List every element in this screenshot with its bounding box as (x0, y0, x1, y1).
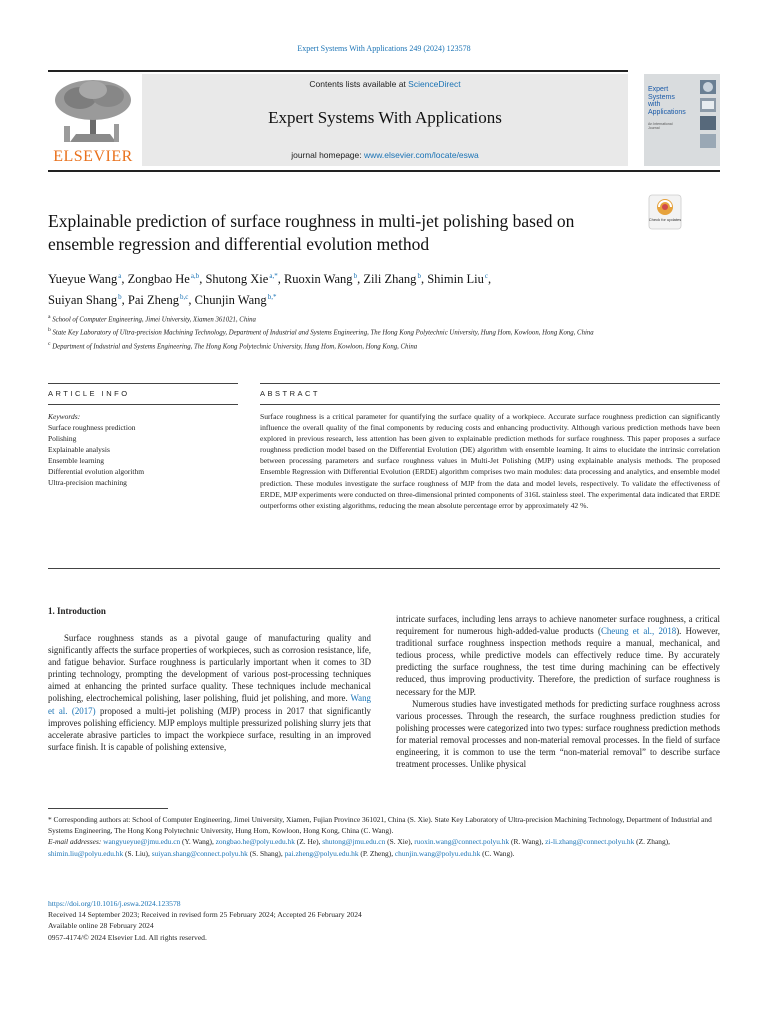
email-link[interactable]: chunjin.wang@polyu.edu.hk (394, 848, 481, 858)
paragraph (396, 613, 720, 698)
journal-banner (142, 74, 628, 166)
homepage-prefix: journal homepage: (291, 150, 364, 160)
cover-graphic-icon (699, 78, 717, 150)
author[interactable] (128, 293, 188, 307)
affiliation-item (48, 339, 720, 352)
author-affiliation-sup[interactable]: b (118, 293, 122, 302)
cover-title (648, 86, 686, 116)
author-name[interactable]: Pai Zheng (127, 293, 179, 308)
copyright-line: 0957-4174/© 2024 Elsevier Ltd. All rights reserved. (48, 932, 207, 942)
email-label: E-mail addresses: (48, 837, 102, 847)
author-affiliation-sup[interactable]: a,b (190, 272, 200, 280)
author-name[interactable]: Yueyue Wang (48, 272, 118, 287)
email-owner: (Y. Wang) (182, 837, 212, 847)
header-top-rule (48, 70, 628, 72)
journal-citation-line[interactable]: Expert Systems With Applications 249 (2024) 123578 (297, 44, 471, 53)
email-link[interactable]: suiyan.shang@connect.polyu.hk (151, 848, 248, 858)
email-link[interactable]: pai.zheng@polyu.edu.hk (284, 848, 359, 858)
email-link[interactable]: zongbao.he@polyu.edu.hk (215, 837, 295, 847)
footnotes (48, 814, 720, 859)
author-name[interactable]: Zongbao He (127, 272, 190, 287)
author-affiliation-sup[interactable]: b,* (267, 293, 277, 302)
affiliation-text: School of Computer Engineering, Jimei University, Xiamen 361021, China (52, 316, 256, 324)
affiliation-text: State Key Laboratory of Ultra-precision Machining Technology, Department of Industrial and Systems Engineering, The Hong Kong Polytechnic University, Hung Hom, Kowloon, Hong Kong, China (52, 329, 594, 337)
affiliation-item (48, 312, 720, 325)
available-online-date: Available online 28 February 2024 (48, 921, 154, 931)
publisher-wordmark: ELSEVIER (53, 148, 133, 165)
body-column-left (48, 632, 371, 753)
author[interactable] (48, 293, 122, 307)
check-updates-icon (648, 194, 682, 230)
paragraph-text: Surface roughness stands as a pivotal gauge of manufacturing quality and significantly affects the surface properties of workpieces, such as corrosion resistance, life, and fatigue behavior. Surface roughness is particularly important when it comes to 3D printing technology, prompting the development of various post-processing techniques aimed at enhancing the printed surface quality. These techniques include mechanical polishing, electrochemical polishing, laser polishing, fluid jet polishing, and more. (48, 633, 371, 704)
email-link[interactable]: shimin.liu@polyu.edu.hk (48, 848, 124, 858)
cover-title-line: with (648, 101, 661, 108)
author-name[interactable]: Shimin Liu (427, 272, 484, 287)
keywords-block (48, 411, 238, 488)
author-affiliation-sup[interactable]: b (417, 272, 421, 280)
author-list: Yueyue Wang $^a$, Zongbao He $^{a,b}$, Shutong Xie $^{a,*}$, Ruoxin Wang $^b$, Zili Zhang $^b$, Shimin Liu $^c$, Suiyan Shang $^b$, Pai Zheng $^{b,c}$, Chunjin Wang $^{b,*}$ (48, 272, 492, 308)
paragraph-text: intricate surfaces, including lens arrays to achieve nanometer surface roughness, a critical requirement for numerous high-added-value products ( (396, 614, 720, 637)
author[interactable] (48, 272, 121, 286)
author[interactable] (205, 272, 277, 286)
author-name[interactable]: Suiyan Shang (48, 293, 118, 308)
cover-subtitle: An International Journal (648, 122, 673, 130)
affiliation-item (48, 325, 720, 338)
elsevier-tree-icon (50, 76, 136, 148)
abstract-heading: ABSTRACT (260, 389, 321, 398)
author-name[interactable]: Zili Zhang (363, 272, 417, 287)
email-owner: (Z. He) (296, 837, 319, 847)
footnote-rule (48, 808, 168, 809)
cover-title-line: Applications (648, 108, 686, 116)
author[interactable] (363, 272, 421, 286)
corresponding-author-note: * Corresponding authors at: School of Computer Engineering, Jimei University, Xiamen, Fujian Province 361021, China (S. Xie). State Key Laboratory of Ultra-precision Machining Technology, Department of Industrial and Systems Engineering, The Hong Kong Polytechnic University, Hung Hom, Kowloon, Hong Kong, China (C. Wang). (48, 815, 712, 836)
author[interactable] (284, 272, 357, 286)
keywords-label: Keywords: (48, 412, 81, 421)
keyword-item: Explainable analysis (48, 445, 110, 454)
author-name[interactable]: Shutong Xie (205, 272, 269, 287)
email-owner: (S. Xie) (387, 837, 411, 847)
keyword-item: Polishing (48, 434, 77, 443)
affiliation-marker: c (48, 340, 51, 347)
journal-homepage (142, 150, 628, 160)
paragraph-text: proposed a multi-jet polishing (MJP) process in 2017 that significantly improves polishing efficiency. MJP employs multiple pressurized polishing slurry jets that accelerate abrasive particles to impact the workpiece surface, resulting in an improved surface finish. It is capable of polishing extensive, (48, 705, 371, 752)
author-affiliation-sup[interactable]: a (118, 272, 122, 280)
header-bottom-rule (48, 170, 720, 172)
author-affiliation-sup[interactable]: a,* (269, 272, 278, 280)
email-addresses: E-mail addresses: wangyueyue@jmu.edu.cn (Y. Wang), zongbao.he@polyu.edu.hk (Z. He), shutong@jmu.edu.cn (S. Xie), ruoxin.wang@connect.polyu.hk (R. Wang), zi-li.zhang@connect.polyu.hk (Z. Zhang), shimin.liu@polyu.edu.hk (S. Liu), suiyan.shang@connect.polyu.hk (S. Shang), pai.zheng@polyu.edu.hk (P. Zheng), chunjin.wang@polyu.edu.hk (C. Wang). (48, 837, 670, 858)
author[interactable] (427, 272, 488, 286)
cover-title-line: Systems (648, 93, 675, 101)
citation-link[interactable]: Wang et al. (2017) (48, 693, 371, 716)
email-link[interactable]: wangyueyue@jmu.edu.cn (103, 837, 181, 847)
keyword-item: Surface roughness prediction (48, 423, 136, 432)
author-affiliation-sup[interactable]: b (353, 272, 358, 280)
article-info-heading: ARTICLE INFO (48, 389, 130, 398)
paragraph (48, 632, 371, 753)
affiliations (48, 312, 720, 352)
author-name[interactable]: Ruoxin Wang (283, 272, 353, 287)
author[interactable] (128, 272, 200, 286)
email-link[interactable]: ruoxin.wang@connect.polyu.hk (414, 837, 510, 847)
section-heading-introduction: 1. Introduction (48, 606, 106, 616)
author-name[interactable]: Chunjin Wang (194, 293, 267, 308)
check-for-updates-badge[interactable] (648, 194, 682, 230)
received-dates: Received 14 September 2023; Received in revised form 25 February 2024; Accepted 26 February 2024 (48, 910, 362, 920)
body-column-right (396, 613, 720, 770)
sciencedirect-link[interactable]: ScienceDirect (408, 79, 461, 89)
doi-link[interactable]: https://doi.org/10.1016/j.eswa.2024.123578 (48, 899, 181, 908)
article-title: Explainable prediction of surface roughness in multi-jet polishing based on ensemble regression and differential evolution method (48, 211, 575, 254)
paragraph: Numerous studies have investigated methods for predicting surface roughness across various processes. Through the research, the surface roughness prediction studies for polishing processes were categorized into two types: surface roughness prediction methods for material removal processes and non-material removal processes. In the field of surface engineering, it is common to use the term “non-material removal” to describe surface treatment processes. Unlike physical (396, 698, 720, 770)
affiliation-text: Department of Industrial and Systems Engineering, The Hong Kong Polytechnic University, Hung Hom, Kowloon, Hong Kong, China (52, 342, 418, 350)
publication-info (48, 898, 362, 943)
author[interactable] (195, 293, 277, 307)
article-info-bottom-rule (48, 404, 238, 405)
contents-availability (142, 79, 628, 89)
journal-cover-thumbnail[interactable] (644, 74, 720, 166)
elsevier-logo[interactable] (48, 74, 138, 166)
homepage-link[interactable]: www.elsevier.com/locate/eswa (363, 150, 479, 160)
abstract-text: Surface roughness is a critical parameter for quantifying the surface quality of a workpiece. Accurate surface roughness prediction can significantly influence the overall quality of the final components by reducing costs and enhancing productivity. Although various prediction methods have been explored in previous research, less attention has been given to explainable prediction methods for surface roughness. This paper proposes a surface roughness prediction model based on the Differential Evolution (DE) algorithm with ensemble learning. It aims to elucidate the intrinsic correlation between processing parameters and surface roughness values in Multi-Jet Polishing (MJP) using explainable analysis methods. The proposed Ensemble Regression with Differential Evolution (ERDE) algorithm comprises two main modules: data processing and analytics, and ensemble model prediction. These modules investigate the surface roughness of MJP from the data and model levels, respectively. To validate the effectiveness of ERDE, MJP experiments were conducted on three-dimensional printed components of 316L stainless steel. The experimental data indicated that ERDE outperforms other existing algorithms, reducing the mean absolute percentage error by approximately 42 %. (260, 412, 720, 510)
keyword-item: Ultra-precision machining (48, 478, 127, 487)
check-updates-label: Check for updates (648, 217, 682, 222)
author-affiliation-sup[interactable]: c (484, 272, 488, 280)
email-owner: (C. Wang). (482, 848, 515, 858)
email-owner: (S. Liu) (125, 848, 149, 858)
author-affiliation-sup[interactable]: b,c (180, 293, 189, 302)
abstract-end-rule (48, 568, 720, 569)
email-owner: (P. Zheng) (360, 848, 392, 858)
email-link[interactable]: shutong@jmu.edu.cn (322, 837, 386, 847)
email-owner: (R. Wang) (510, 837, 542, 847)
journal-title: Expert Systems With Applications (268, 108, 502, 127)
keyword-item: Differential evolution algorithm (48, 467, 145, 476)
affiliation-marker: a (48, 314, 51, 320)
abstract-bottom-rule (260, 404, 720, 405)
email-owner: (S. Shang) (249, 848, 281, 858)
contents-prefix: Contents lists available at (309, 79, 409, 89)
cover-title-line: Expert (648, 86, 669, 93)
keyword-item: Ensemble learning (48, 456, 105, 465)
email-owner: (Z. Zhang) (636, 837, 669, 847)
email-link[interactable]: zi-li.zhang@connect.polyu.hk (545, 837, 635, 847)
citation-link[interactable]: Cheung et al., 2018 (600, 626, 677, 637)
paragraph-text: ). However, traditional surface roughness inspection methods require a manual, mechanical, and tedious process, while predictive models can effectively reduce time. By accurately predicting the surface roughness, the test time during machining can be effectively reduced, thus improving productivity. Therefore, the prediction of surface roughness is necessary for the MJP. (396, 626, 720, 697)
article-info-top-rule (48, 383, 238, 384)
abstract-top-rule (260, 383, 720, 384)
affiliation-marker: b (48, 327, 51, 334)
